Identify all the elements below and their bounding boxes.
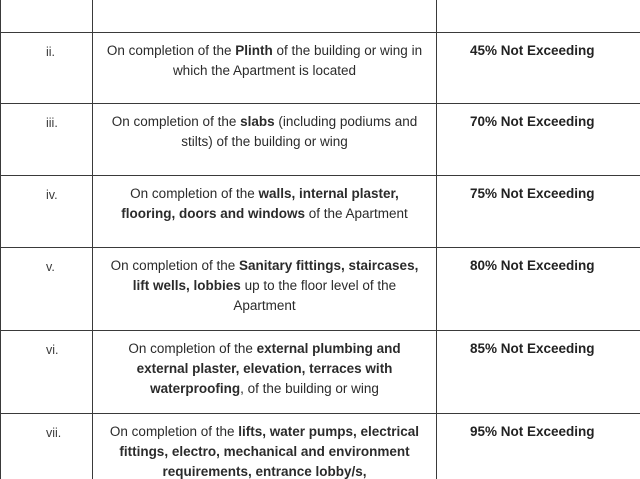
description-text: (including podiums and stilts) of the building or wing <box>181 114 418 149</box>
row-amount: 80% Not Exceeding <box>437 248 640 331</box>
row-amount: 45% Not Exceeding <box>437 33 640 104</box>
row-number: iv. <box>1 176 93 248</box>
row-number <box>1 0 93 33</box>
row-number: vi. <box>1 331 93 414</box>
description-bold-text: Plinth <box>235 43 273 58</box>
row-number: v. <box>1 248 93 331</box>
row-description <box>93 104 437 176</box>
description-bold-text: slabs <box>240 114 275 129</box>
row-description <box>93 331 437 414</box>
row-amount: 70% Not Exceeding <box>437 104 640 176</box>
row-description <box>93 0 437 33</box>
description-text: of the building or wing in which the Apartment is located <box>172 43 423 78</box>
description-text: of the Apartment <box>304 206 408 221</box>
description-text: On completion of the <box>111 114 241 129</box>
description-text: On completion of the <box>109 424 239 439</box>
row-amount: 95% Not Exceeding <box>437 414 640 479</box>
row-description <box>93 176 437 248</box>
description-text: , of the building or wing <box>240 381 379 396</box>
row-amount: 85% Not Exceeding <box>437 331 640 414</box>
row-amount: 75% Not Exceeding <box>437 176 640 248</box>
row-description <box>93 248 437 331</box>
description-bold-text: walls, internal plaster, flooring, doors and windows <box>121 186 399 221</box>
description-text: On completion of the <box>106 43 236 58</box>
description-text: up to the floor level of the Apartment <box>233 278 397 313</box>
table-row <box>1 0 640 33</box>
description-text: On completion of the <box>130 186 259 201</box>
table-row <box>1 248 640 331</box>
row-number: vii. <box>1 414 93 479</box>
description-bold-text: lifts, water pumps, electrical fittings, electro, mechanical and environment requirements, entrance lobby/s, <box>119 424 420 479</box>
row-number: iii. <box>1 104 93 176</box>
description-text: On completion of the <box>110 258 239 273</box>
row-description <box>93 33 437 104</box>
description-bold-text: external plumbing and external plaster, elevation, terraces with waterproofing <box>136 341 401 396</box>
row-number: ii. <box>1 33 93 104</box>
table-row <box>1 33 640 104</box>
row-amount <box>437 0 640 33</box>
table-row <box>1 176 640 248</box>
table-row <box>1 414 640 479</box>
description-bold-text: Sanitary fittings, staircases, lift wells, lobbies <box>132 258 419 293</box>
description-text: On completion of the <box>128 341 257 356</box>
table-row <box>1 104 640 176</box>
table-row <box>1 331 640 414</box>
row-description <box>93 414 437 479</box>
